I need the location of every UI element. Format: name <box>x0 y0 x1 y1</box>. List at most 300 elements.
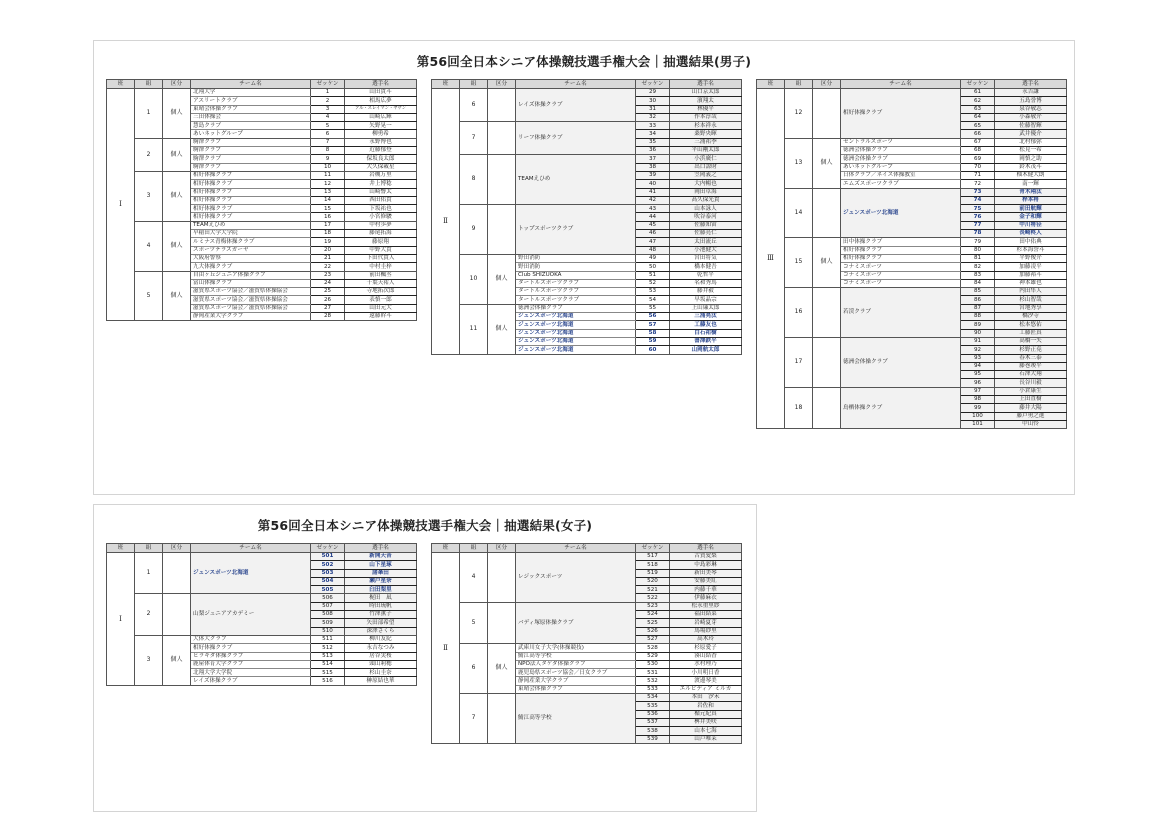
bib-number-cell: 502 <box>311 561 345 569</box>
team-name-cell: セントラルスポーツ <box>841 138 961 146</box>
column-header-name: 選手名 <box>670 80 742 89</box>
athlete-name-cell: 山下星琢 <box>345 561 417 569</box>
bib-number-cell: 536 <box>636 710 670 718</box>
team-name-cell: 徳洲会体操クラブ <box>841 155 961 163</box>
bib-number-cell: 35 <box>636 138 670 146</box>
kumi-cell: 15 <box>785 238 813 288</box>
team-name-cell: 徳洲会体操クラブ <box>516 304 636 312</box>
team-name-cell: 駒澤クラブ <box>191 138 311 146</box>
athlete-name-cell: 松本悠佑 <box>995 321 1067 329</box>
athlete-name-cell: 遠藤幹斗 <box>345 313 417 321</box>
athlete-name-cell: 橋本健吾 <box>670 263 742 271</box>
kumi-cell: 14 <box>785 188 813 238</box>
athlete-name-cell: 太田流丘 <box>670 238 742 246</box>
athlete-name-cell: 深澤さくら <box>345 627 417 635</box>
team-name-cell: 九大体操クラブ <box>191 263 311 271</box>
table-row <box>432 644 742 652</box>
athlete-name-cell: 矢野晃一 <box>345 122 417 130</box>
team-name-cell: 大体大クラブ <box>191 635 311 643</box>
team-name-cell: コナミスポーツ <box>841 279 961 287</box>
bib-number-cell: 539 <box>636 735 670 743</box>
column-header-han: 班 <box>432 544 460 553</box>
athlete-name-cell: 春木三泰 <box>995 354 1067 362</box>
bib-number-cell: 503 <box>311 569 345 577</box>
bib-number-cell: 14 <box>311 196 345 204</box>
bib-number-cell: 32 <box>636 113 670 121</box>
athlete-name-cell: 渡邊琴美 <box>670 677 742 685</box>
bib-number-cell: 523 <box>636 602 670 610</box>
team-name-cell: 徳洲会体操クラブ <box>841 337 961 387</box>
kumi-cell: 1 <box>135 89 163 139</box>
team-name-cell: 相好体操クラブ <box>191 205 311 213</box>
bib-number-cell: 513 <box>311 652 345 660</box>
athlete-name-cell: 出口諒財 <box>670 163 742 171</box>
team-name-cell: 鹿屋体育大学クラブ <box>191 660 311 668</box>
athlete-name-cell: 藤原翔 <box>345 238 417 246</box>
bib-number-cell: 89 <box>961 321 995 329</box>
table-row <box>757 188 1067 196</box>
bib-number-cell: 12 <box>311 180 345 188</box>
team-name-cell: 滋賀県スポーツ協会／滋賀県体操協会 <box>191 288 311 296</box>
bib-number-cell: 526 <box>636 627 670 635</box>
bib-number-cell: 81 <box>961 254 995 262</box>
kumi-cell: 5 <box>135 271 163 321</box>
column-header-team: チーム名 <box>841 80 961 89</box>
bib-number-cell: 4 <box>311 113 345 121</box>
bib-number-cell: 18 <box>311 230 345 238</box>
athlete-name-cell: 乾哲平 <box>670 271 742 279</box>
bib-number-cell: 48 <box>636 246 670 254</box>
athlete-name-cell: 早坂晶宗 <box>670 296 742 304</box>
han-cell: Ⅰ <box>107 553 135 686</box>
team-name-cell: 三田体操会 <box>191 113 311 121</box>
kubun-cell <box>488 122 516 155</box>
women-table-han-2 <box>431 543 742 744</box>
bib-number-cell: 538 <box>636 727 670 735</box>
kumi-cell: 4 <box>460 553 488 603</box>
bib-number-cell: 511 <box>311 635 345 643</box>
team-name-cell: 静岡産業大学クラブ <box>191 313 311 321</box>
bib-number-cell: 71 <box>961 171 995 179</box>
team-name-cell: ジュンスポーツ北海道 <box>516 321 636 329</box>
team-name-cell: タートルスポーツクラブ <box>516 279 636 287</box>
bib-number-cell: 54 <box>636 296 670 304</box>
table-row <box>757 387 1067 395</box>
bib-number-cell: 510 <box>311 627 345 635</box>
header-row <box>432 544 742 553</box>
team-name-cell: NPO法人タケダ体操クラブ <box>516 660 636 668</box>
table-row <box>107 594 417 602</box>
bib-number-cell: 5 <box>311 122 345 130</box>
bib-number-cell: 22 <box>311 263 345 271</box>
team-name-cell: 相好体操クラブ <box>841 246 961 254</box>
bib-number-cell: 59 <box>636 337 670 345</box>
bib-number-cell: 11 <box>311 171 345 179</box>
bib-number-cell: 524 <box>636 611 670 619</box>
bib-number-cell: 1 <box>311 89 345 97</box>
table-row <box>432 304 742 312</box>
athlete-name-cell: 内田隼人 <box>995 288 1067 296</box>
team-name-cell: ジュンスポーツ北海道 <box>841 188 961 238</box>
team-name-cell: 日体クラブ／ネイス体操教室 <box>841 171 961 179</box>
bib-number-cell: 27 <box>311 304 345 312</box>
kumi-cell: 13 <box>785 138 813 188</box>
column-header-kubun: 区分 <box>488 80 516 89</box>
kumi-cell: 2 <box>135 594 163 635</box>
han-cell: Ⅰ <box>107 89 135 321</box>
athlete-name-cell: 大久保載星 <box>345 163 417 171</box>
column-header-kubun: 区分 <box>813 80 841 89</box>
bib-number-cell: 68 <box>961 147 995 155</box>
bib-number-cell: 82 <box>961 263 995 271</box>
athlete-name-cell: 安藤美紅 <box>670 577 742 585</box>
athlete-name-cell: 新開天音 <box>345 553 417 561</box>
team-name-cell: ジュンスポーツ北海道 <box>516 313 636 321</box>
kumi-cell: 17 <box>785 337 813 387</box>
table-row <box>432 122 742 130</box>
athlete-name-cell: 宮地秀享 <box>995 304 1067 312</box>
team-name-cell: コナミスポーツ <box>841 271 961 279</box>
athlete-name-cell: 加藤凌平 <box>995 263 1067 271</box>
athlete-name-cell: 南一輝 <box>995 180 1067 188</box>
bib-number-cell: 100 <box>961 412 995 420</box>
bib-number-cell: 44 <box>636 213 670 221</box>
team-name-cell: 野田消防 <box>516 263 636 271</box>
bib-number-cell: 101 <box>961 420 995 428</box>
bib-number-cell: 72 <box>961 180 995 188</box>
bib-number-cell: 63 <box>961 105 995 113</box>
header-row <box>107 544 417 553</box>
table-row <box>107 221 417 229</box>
column-header-kubun: 区分 <box>163 80 191 89</box>
athlete-name-cell: 中山怜 <box>995 420 1067 428</box>
kumi-cell: 8 <box>460 155 488 205</box>
team-name-cell: 東晴会体操クラブ <box>191 105 311 113</box>
athlete-name-cell: 杉野正尭 <box>995 346 1067 354</box>
athlete-name-cell: 藤戸勇之進 <box>995 412 1067 420</box>
bib-number-cell: 521 <box>636 586 670 594</box>
team-name-cell: ジュンスポーツ北海道 <box>516 337 636 345</box>
team-name-cell: バディ塚原体操クラブ <box>516 602 636 643</box>
athlete-name-cell: 書澤鉄平 <box>670 337 742 345</box>
athlete-name-cell: 柳勇希 <box>345 130 417 138</box>
men-table-han-1 <box>106 79 417 321</box>
athlete-name-cell: 小池健大 <box>670 246 742 254</box>
kubun-cell: 個人 <box>163 221 191 271</box>
column-header-name: 選手名 <box>345 544 417 553</box>
athlete-name-cell: 杉山智哉 <box>995 296 1067 304</box>
table-row <box>432 602 742 610</box>
team-name-cell: 徳洲会体操クラブ <box>841 147 961 155</box>
athlete-name-cell: 山口京太郎 <box>670 89 742 97</box>
athlete-name-cell: 松見一希 <box>995 147 1067 155</box>
kubun-cell: 個人 <box>163 635 191 685</box>
team-name-cell: アスリートクラブ <box>191 97 311 105</box>
athlete-name-cell: 杉原愛子 <box>670 644 742 652</box>
bib-number-cell: 93 <box>961 354 995 362</box>
athlete-name-cell: 鈴木茂斗 <box>995 163 1067 171</box>
kubun-cell <box>813 188 841 238</box>
bib-number-cell: 46 <box>636 230 670 238</box>
kumi-cell: 3 <box>135 171 163 221</box>
team-name-cell: 相好体操クラブ <box>191 180 311 188</box>
team-name-cell: 相好体操クラブ <box>841 89 961 139</box>
column-header-team: チーム名 <box>191 80 311 89</box>
athlete-name-cell: 長崎柊人 <box>995 230 1067 238</box>
table-row <box>107 138 417 146</box>
bib-number-cell: 62 <box>961 97 995 105</box>
bib-number-cell: 99 <box>961 404 995 412</box>
athlete-name-cell: 平野俊介 <box>995 254 1067 262</box>
athlete-name-cell: 竹澤薫子 <box>345 611 417 619</box>
column-header-name: 選手名 <box>670 544 742 553</box>
bib-number-cell: 512 <box>311 644 345 652</box>
athlete-name-cell: 上山廉太郎 <box>670 304 742 312</box>
athlete-name-cell: 山田貴斗 <box>345 89 417 97</box>
table-row <box>432 694 742 702</box>
athlete-name-cell: 山戸唯茉 <box>670 735 742 743</box>
team-name-cell: 鳥栖体操クラブ <box>841 387 961 428</box>
column-header-kubun: 区分 <box>163 544 191 553</box>
athlete-name-cell: 水村理乃 <box>670 660 742 668</box>
bib-number-cell: 37 <box>636 155 670 163</box>
athlete-name-cell: 表慎一郎 <box>345 296 417 304</box>
bib-number-cell: 520 <box>636 577 670 585</box>
bib-number-cell: 3 <box>311 105 345 113</box>
header-row <box>432 80 742 89</box>
team-name-cell: 大阪府警察 <box>191 254 311 262</box>
bib-number-cell: 24 <box>311 279 345 287</box>
bib-number-cell: 40 <box>636 180 670 188</box>
kumi-cell: 9 <box>460 205 488 255</box>
table-row <box>432 553 742 561</box>
kumi-cell: 3 <box>135 635 163 685</box>
kubun-cell: 個人 <box>813 138 841 188</box>
column-header-han: 班 <box>107 544 135 553</box>
athlete-name-cell: 永野博也 <box>345 138 417 146</box>
table-row <box>107 271 417 279</box>
kubun-cell: 個人 <box>163 171 191 221</box>
han-cell: Ⅱ <box>432 553 460 744</box>
bib-number-cell: 79 <box>961 238 995 246</box>
athlete-name-cell: 山本七海 <box>670 727 742 735</box>
bib-number-cell: 533 <box>636 685 670 693</box>
bib-number-cell: 23 <box>311 271 345 279</box>
kubun-cell <box>488 89 516 122</box>
bib-number-cell: 530 <box>636 660 670 668</box>
header-row <box>107 80 417 89</box>
bib-number-cell: 33 <box>636 122 670 130</box>
bib-number-cell: 65 <box>961 122 995 130</box>
team-name-cell: 慧島クラブ <box>191 122 311 130</box>
athlete-name-cell: 山崎響太 <box>345 188 417 196</box>
athlete-name-cell: 作本淳哉 <box>670 113 742 121</box>
athlete-name-cell: 田中佑典 <box>995 238 1067 246</box>
bib-number-cell: 29 <box>636 89 670 97</box>
bib-number-cell: 67 <box>961 138 995 146</box>
athlete-name-cell: 高橋一矢 <box>995 337 1067 345</box>
bib-number-cell: 20 <box>311 246 345 254</box>
athlete-name-cell: 岩崎夏芽 <box>670 619 742 627</box>
athlete-name-cell: エルビディア ミルカ <box>670 685 742 693</box>
bib-number-cell: 97 <box>961 387 995 395</box>
team-name-cell: 駒澤クラブ <box>191 163 311 171</box>
bib-number-cell: 518 <box>636 561 670 569</box>
bib-number-cell: 13 <box>311 188 345 196</box>
table-row <box>757 337 1067 345</box>
athlete-name-cell: 中野大貴 <box>345 246 417 254</box>
athlete-name-cell: 藤井大陽 <box>995 404 1067 412</box>
bib-number-cell: 522 <box>636 594 670 602</box>
athlete-name-cell: 下坂祐也 <box>345 205 417 213</box>
bib-number-cell: 49 <box>636 254 670 262</box>
bib-number-cell: 36 <box>636 147 670 155</box>
bib-number-cell: 25 <box>311 288 345 296</box>
bib-number-cell: 86 <box>961 296 995 304</box>
athlete-name-cell: 柚木健大朗 <box>995 171 1067 179</box>
kubun-cell <box>488 155 516 205</box>
team-name-cell: 野田消防 <box>516 254 636 262</box>
bib-number-cell: 21 <box>311 254 345 262</box>
column-header-name: 選手名 <box>345 80 417 89</box>
team-name-cell: あいネットグループ <box>841 163 961 171</box>
athlete-name-cell: 佐藤知宙 <box>670 221 742 229</box>
column-header-team: チーム名 <box>191 544 311 553</box>
athlete-name-cell: 長谷川毅 <box>995 379 1067 387</box>
kubun-cell <box>163 553 191 594</box>
bib-number-cell: 76 <box>961 213 995 221</box>
bib-number-cell: 78 <box>961 230 995 238</box>
bib-number-cell: 74 <box>961 196 995 204</box>
athlete-name-cell: 宮田将気 <box>670 254 742 262</box>
bib-number-cell: 88 <box>961 313 995 321</box>
team-name-cell: 早稲田大学大学院 <box>191 230 311 238</box>
bib-number-cell: 16 <box>311 213 345 221</box>
athlete-name-cell: 五島誉博 <box>995 97 1067 105</box>
column-header-han: 班 <box>757 80 785 89</box>
bib-number-cell: 96 <box>961 379 995 387</box>
team-name-cell: 相好体操クラブ <box>191 196 311 204</box>
bib-number-cell: 95 <box>961 371 995 379</box>
column-header-kumi: 組 <box>135 80 163 89</box>
team-name-cell: ヒラキダ体操クラブ <box>191 652 311 660</box>
athlete-name-cell: 桝井美咲 <box>670 718 742 726</box>
athlete-name-cell: 藤尾拓海 <box>345 230 417 238</box>
women-title: 第56回全日本シニア体操競技選手権大会｜抽選結果(女子) <box>257 518 593 533</box>
bib-number-cell: 517 <box>636 553 670 561</box>
men-table-han-2 <box>431 79 742 355</box>
bib-number-cell: 91 <box>961 337 995 345</box>
kubun-cell <box>488 694 516 744</box>
bib-number-cell: 85 <box>961 288 995 296</box>
athlete-name-cell: 岩槻万里 <box>345 171 417 179</box>
team-name-cell: 武庫川女子大学(体操競技) <box>516 644 636 652</box>
bib-number-cell: 58 <box>636 329 670 337</box>
table-row <box>107 89 417 97</box>
athlete-name-cell: 松永重里紗 <box>670 602 742 610</box>
table-row <box>107 553 417 561</box>
kumi-cell: 16 <box>785 288 813 338</box>
bib-number-cell: 2 <box>311 97 345 105</box>
bib-number-cell: 83 <box>961 271 995 279</box>
team-name-cell: リーフ体操クラブ <box>516 122 636 155</box>
bib-number-cell: 30 <box>636 97 670 105</box>
athlete-name-cell: 名和秀馬 <box>670 279 742 287</box>
team-name-cell: レイズ体操クラブ <box>516 89 636 122</box>
bib-number-cell: 31 <box>636 105 670 113</box>
athlete-name-cell: 下田代貴人 <box>345 254 417 262</box>
athlete-name-cell: 瀬戸星奈 <box>345 577 417 585</box>
kubun-cell: 個人 <box>488 304 516 354</box>
bib-number-cell: 92 <box>961 346 995 354</box>
athlete-name-cell: 馬場紗里 <box>670 627 742 635</box>
team-name-cell: あいネットグループ <box>191 130 311 138</box>
athlete-name-cell: 梓本将 <box>995 196 1067 204</box>
kumi-cell: 7 <box>460 122 488 155</box>
kubun-cell <box>488 553 516 603</box>
athlete-name-cell: 笠岡義之 <box>670 171 742 179</box>
athlete-name-cell: 前田航輝 <box>995 205 1067 213</box>
bib-number-cell: 70 <box>961 163 995 171</box>
team-name-cell: 相好体操クラブ <box>841 254 961 262</box>
bib-number-cell: 529 <box>636 652 670 660</box>
bib-number-cell: 45 <box>636 221 670 229</box>
kubun-cell: 個人 <box>488 254 516 304</box>
athlete-name-cell: 千葉天祐人 <box>345 279 417 287</box>
bib-number-cell: 90 <box>961 329 995 337</box>
athlete-name-cell: 柳川友紀 <box>345 635 417 643</box>
column-header-bib: ゼッケン <box>961 80 995 89</box>
athlete-name-cell: 石澤大翔 <box>995 371 1067 379</box>
bib-number-cell: 51 <box>636 271 670 279</box>
athlete-name-cell: 加藤裕斗 <box>995 271 1067 279</box>
kubun-cell: 個人 <box>163 89 191 139</box>
kubun-cell: 個人 <box>488 644 516 694</box>
bib-number-cell: 66 <box>961 130 995 138</box>
athlete-name-cell: 三浦祐季 <box>670 138 742 146</box>
kubun-cell <box>813 288 841 338</box>
team-name-cell: ルミナス青梅体操クラブ <box>191 238 311 246</box>
athlete-name-cell: 古賀愛梨 <box>670 553 742 561</box>
bib-number-cell: 26 <box>311 296 345 304</box>
women-table-han-1 <box>106 543 417 686</box>
athlete-name-cell: 大内暢也 <box>670 180 742 188</box>
column-header-kumi: 組 <box>460 544 488 553</box>
bib-number-cell: 64 <box>961 113 995 121</box>
team-name-cell: レイズ体操クラブ <box>191 677 311 685</box>
athlete-name-cell: 湊山結香 <box>670 652 742 660</box>
bib-number-cell: 531 <box>636 669 670 677</box>
bib-number-cell: 8 <box>311 147 345 155</box>
bib-number-cell: 17 <box>311 221 345 229</box>
bib-number-cell: 528 <box>636 644 670 652</box>
athlete-name-cell: 工藤匠真 <box>995 329 1067 337</box>
athlete-name-cell: アル・スレイマン・ヤザン <box>345 105 417 113</box>
kumi-cell: 1 <box>135 553 163 594</box>
kubun-cell <box>813 89 841 139</box>
athlete-name-cell: 神本雄也 <box>995 279 1067 287</box>
team-name-cell: 滋賀県スポーツ協会／滋賀県体操協会 <box>191 304 311 312</box>
column-header-kubun: 区分 <box>488 544 516 553</box>
athlete-name-cell: 岡慎之助 <box>995 155 1067 163</box>
bib-number-cell: 50 <box>636 263 670 271</box>
kubun-cell <box>813 337 841 387</box>
athlete-name-cell: 梶田 凪 <box>345 594 417 602</box>
bib-number-cell: 9 <box>311 155 345 163</box>
athlete-name-cell: 山田元大 <box>345 304 417 312</box>
team-name-cell: 相好体操クラブ <box>191 213 311 221</box>
athlete-name-cell: 佐藤智輝 <box>995 122 1067 130</box>
